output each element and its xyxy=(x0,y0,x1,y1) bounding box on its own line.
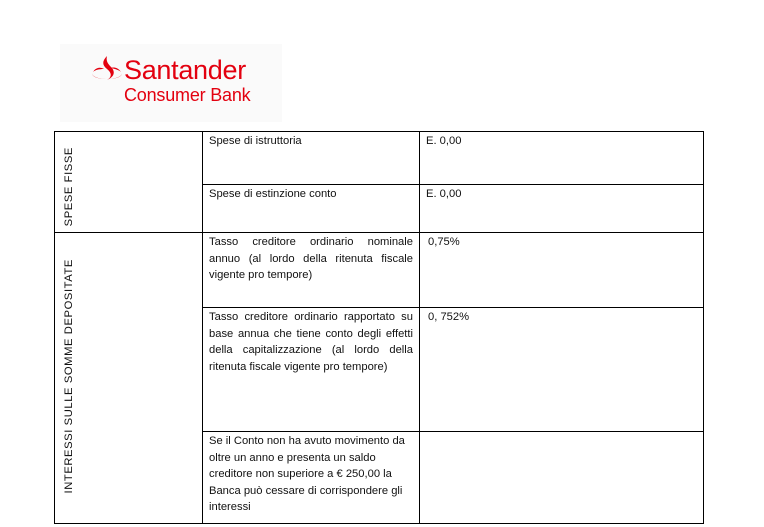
row-description: Spese di estinzione conto xyxy=(203,185,420,233)
row-description: Tasso creditore ordinario rapportato su base annua che tiene conto degli effetti della capitalizzazione (al lordo della ritenuta fiscale vigente pro tempore) xyxy=(203,308,420,432)
row-value: 0,75% xyxy=(420,233,704,308)
santander-logo xyxy=(60,44,282,122)
table-row xyxy=(55,233,704,308)
row-value: 0, 752% xyxy=(420,308,704,432)
conditions-table xyxy=(54,131,704,524)
row-description: Tasso creditore ordinario nominale annuo (al lordo della ritenuta fiscale vigente pro tempore) xyxy=(203,233,420,308)
row-value xyxy=(420,432,704,524)
row-value: E. 0,00 xyxy=(420,132,704,185)
logo-subtitle: Consumer Bank xyxy=(124,85,251,105)
row-description: Spese di istruttoria xyxy=(203,132,420,185)
section-label-spese-fisse: SPESE FISSE xyxy=(63,146,75,226)
flame-icon xyxy=(90,55,124,85)
section-label-interessi: INTERESSI SULLE SOMME DEPOSITATE xyxy=(63,258,75,493)
section-label-cell xyxy=(55,233,203,524)
row-description: Se il Conto non ha avuto movimento da oltre un anno e presenta un saldo creditore non superiore a € 250,00 la Banca può cessare di corrispondere gli interessi xyxy=(203,432,420,524)
logo-brand-name: Santander xyxy=(124,55,246,85)
row-value: E. 0,00 xyxy=(420,185,704,233)
section-label-cell xyxy=(55,132,203,233)
table-row xyxy=(55,132,704,185)
